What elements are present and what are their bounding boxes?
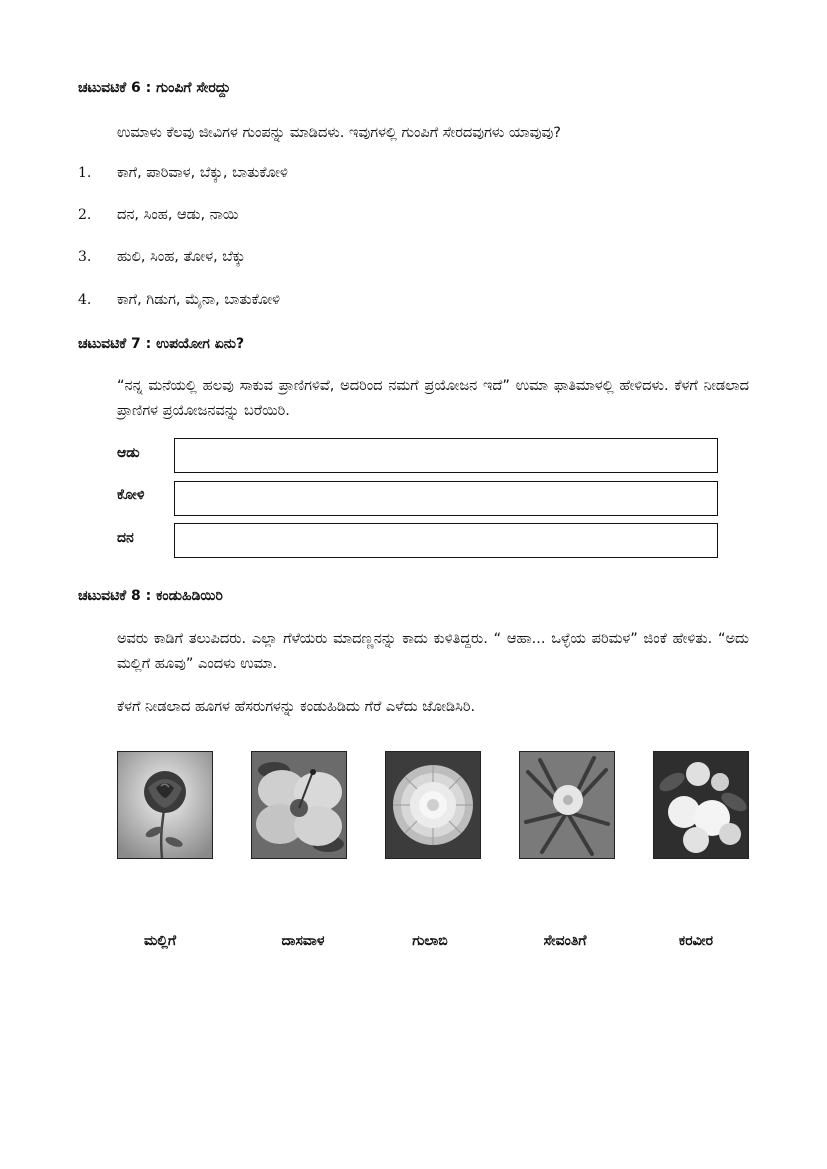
flower-name-rose: ಗುಲಾಬಿ [412,933,448,949]
row-label-hen: ಕೋಳಿ [117,487,145,503]
item-text: ಕಾಗೆ, ಗಿಡುಗ, ಮೈನಾ, ಬಾತುಕೋಳಿ [117,292,281,308]
rose-icon [118,752,212,858]
chrysanthemum-image[interactable] [385,751,481,859]
hibiscus-icon [252,752,346,858]
list-item [78,207,238,223]
row-label-goat: ಆಡು [117,445,140,461]
activity-7-heading: ಚಟುವಟಿಕೆ 7 : ಉಪಯೋಗ ಏನು? [78,336,245,352]
activity-8-heading: ಚಟುವಟಿಕೆ 8 : ಕಂಡುಹಿಡಿಯಿರಿ [78,588,223,604]
activity-8-instruction: ಕೆಳಗೆ ನೀಡಲಾದ ಹೂಗಳ ಹೆಸರುಗಳನ್ನು ಕಂಡುಹಿಡಿದು ಗೆರೆ ಎಳೆದು ಜೋಡಿಸಿರಿ. [117,699,476,715]
answer-box-goat[interactable] [174,438,718,473]
item-text: ಹುಲಿ, ಸಿಂಹ, ತೋಳ, ಬೆಕ್ಕು [117,249,246,265]
rose-image[interactable] [117,751,213,859]
list-item [78,249,245,265]
jasmine-image[interactable] [653,751,749,859]
item-number: 2. [78,207,92,223]
flower-name-hibiscus: ದಾಸವಾಳ [281,933,325,949]
list-item [78,165,288,181]
activity-8-paragraph: ಅವರು ಕಾಡಿಗೆ ತಲುಪಿದರು. ಎಲ್ಲಾ ಗೆಳೆಯರು ಮಾದಣ್ಣನನ್ನು ಕಾದು ಕುಳಿತಿದ್ದರು. “ ಆಹಾ... ಒಳ್ಳೆಯ ಪರಿಮಳ” ಜಿಂಕೆ ಹೇಳಿತು. “ಅದು ಮಲ್ಲಿಗೆ ಹೂವು” ಎಂದಳು ಉಮಾ. [117,631,749,672]
item-number: 3. [78,249,92,265]
item-number: 1. [78,165,92,181]
oleander-image[interactable] [519,751,615,859]
flower-name-chrysanthemum: ಸೇವಂತಿಗೆ [543,933,587,949]
item-text: ದನ, ಸಿಂಹ, ಆಡು, ನಾಯಿ [117,207,239,223]
hibiscus-image[interactable] [251,751,347,859]
activity-6-heading: ಚಟುವಟಿಕೆ 6 : ಗುಂಪಿಗೆ ಸೇರದ್ದು [78,80,231,96]
answer-box-cow[interactable] [174,523,718,558]
activity-6-instruction: ಉಮಾಳು ಕೆಲವು ಜೀವಿಗಳ ಗುಂಪನ್ನು ಮಾಡಿದಳು. ಇವುಗಳಲ್ಲಿ ಗುಂಪಿಗೆ ಸೇರದವುಗಳು ಯಾವುವು? [117,125,561,141]
flower-name-oleander: ಕರವೀರ [678,933,714,949]
list-item [78,292,280,308]
chrysanthemum-icon [386,752,480,858]
answer-box-hen[interactable] [174,481,718,516]
row-label-cow: ದನ [117,530,134,546]
oleander-icon [520,752,614,858]
jasmine-icon [654,752,748,858]
item-number: 4. [78,292,92,308]
activity-7-instruction: “ನನ್ನ ಮನೆಯಲ್ಲಿ ಹಲವು ಸಾಕುವ ಪ್ರಾಣಿಗಳಿವೆ, ಅದರಿಂದ ನಮಗೆ ಪ್ರಯೋಜನ ಇದೆ” ಉಮಾ ಫಾತಿಮಾಳಲ್ಲಿ ಹೇಳಿದಳು. ಕೆಳಗೆ ನೀಡಲಾದ ಪ್ರಾಣಿಗಳ ಪ್ರಯೋಜನವನ್ನು ಬರೆಯಿರಿ. [117,378,749,419]
item-text: ಕಾಗೆ, ಪಾರಿವಾಳ, ಬೆಕ್ಕು, ಬಾತುಕೋಳಿ [117,165,288,181]
flower-name-jasmine: ಮಲ್ಲಿಗೆ [143,933,177,949]
